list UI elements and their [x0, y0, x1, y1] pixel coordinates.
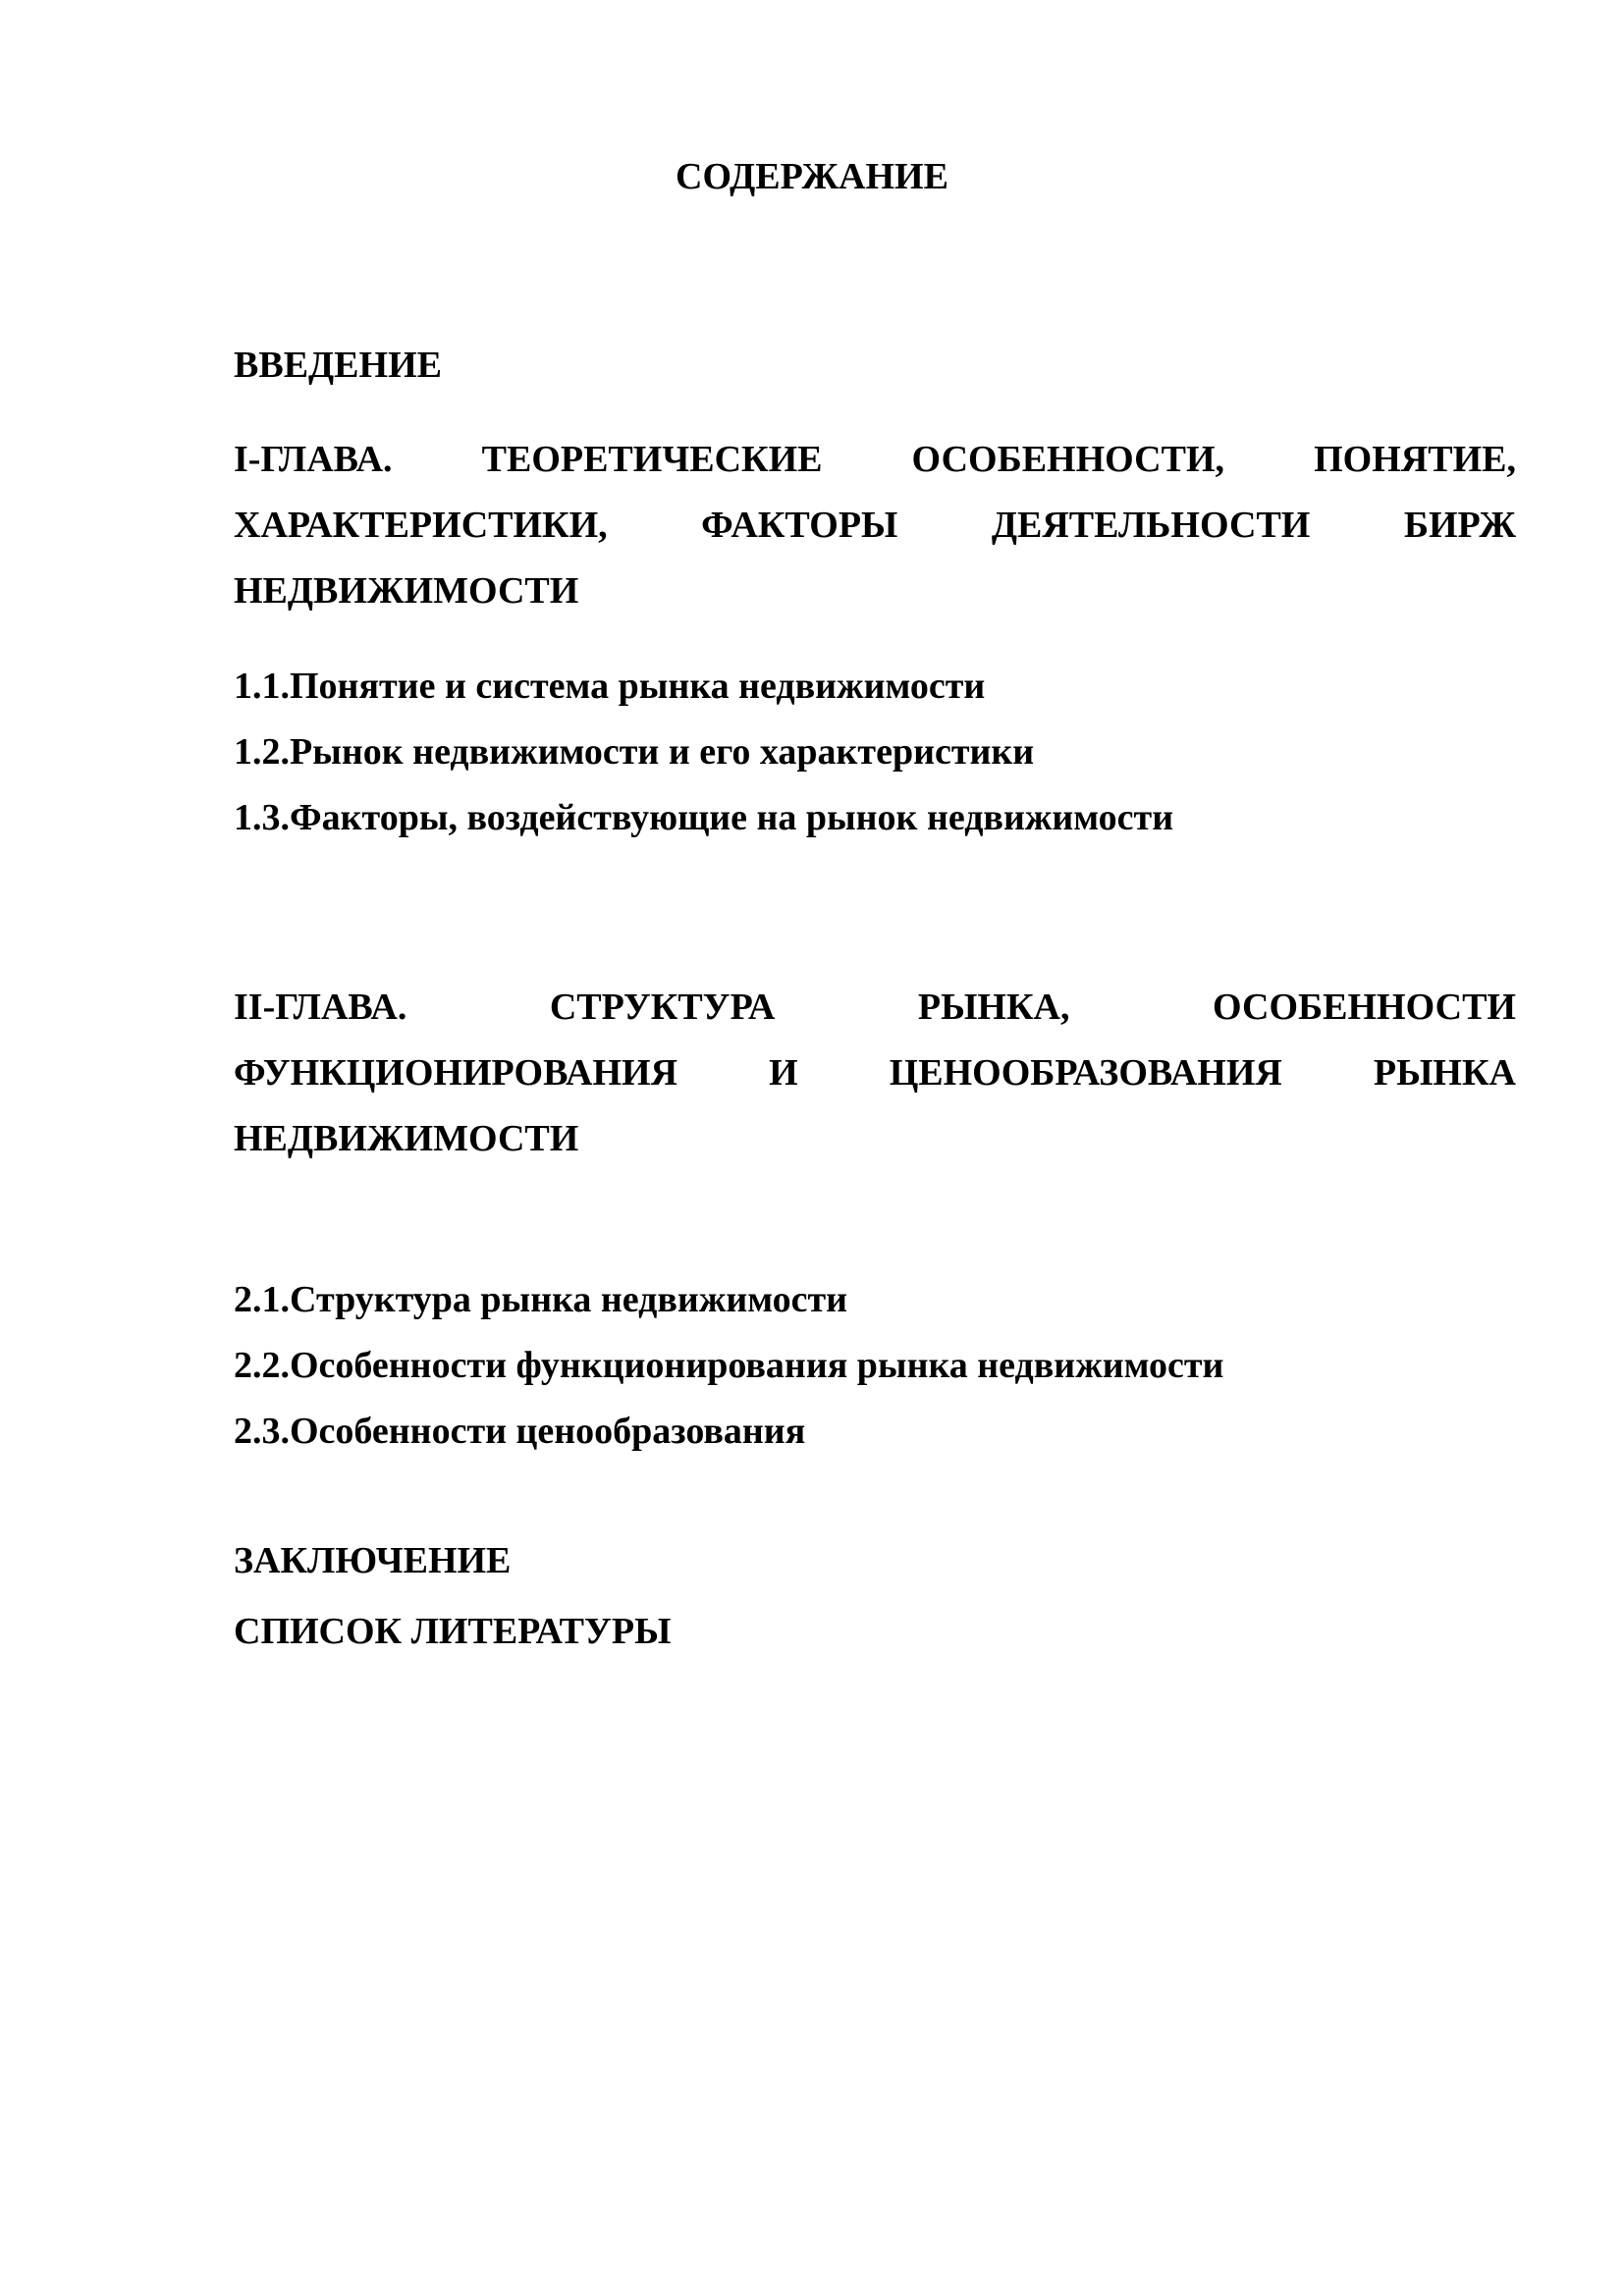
chapter1-heading-line1 — [234, 438, 1516, 481]
chapter2-word: РЫНКА, — [917, 987, 1070, 1028]
chapter2-heading-line2 — [234, 1051, 1516, 1095]
chapter1-word: ХАРАКТЕРИСТИКИ, — [234, 505, 608, 546]
toc-item-section-1-1: 1.1.Понятие и система рынка недвижимости — [234, 666, 986, 707]
chapter1-word: ОСОБЕННОСТИ, — [911, 439, 1225, 480]
chapter2-word: ОСОБЕННОСТИ — [1213, 987, 1516, 1028]
toc-item-section-1-2: 1.2.Рынок недвижимости и его характеристики — [234, 731, 1035, 773]
toc-item-section-2-2: 2.2.Особенности функционирования рынка недвижимости — [234, 1345, 1224, 1386]
toc-item-section-2-3: 2.3.Особенности ценообразования — [234, 1411, 806, 1452]
toc-item-section-1-3: 1.3.Факторы, воздействующие на рынок недвижимости — [234, 797, 1174, 838]
chapter2-word: СТРУКТУРА — [549, 987, 776, 1028]
chapter1-heading-line3: НЕДВИЖИМОСТИ — [234, 570, 579, 612]
chapter1-word: I-ГЛАВА. — [234, 439, 393, 480]
toc-item-references: СПИСОК ЛИТЕРАТУРЫ — [234, 1611, 672, 1652]
toc-item-conclusion: ЗАКЛЮЧЕНИЕ — [234, 1540, 512, 1581]
chapter1-word: ФАКТОРЫ — [701, 505, 898, 546]
chapter2-word: РЫНКА — [1373, 1052, 1516, 1094]
chapter1-word: БИРЖ — [1403, 505, 1516, 546]
chapter1-heading-line2 — [234, 504, 1516, 547]
chapter2-word: ЦЕНООБРАЗОВАНИЯ — [889, 1052, 1282, 1094]
chapter2-heading-line1 — [234, 986, 1516, 1029]
chapter1-word: ТЕОРЕТИЧЕСКИЕ — [481, 439, 823, 480]
toc-item-introduction: ВВЕДЕНИЕ — [234, 345, 442, 386]
chapter2-word: ФУНКЦИОНИРОВАНИЯ — [234, 1052, 678, 1094]
chapter1-word: ПОНЯТИЕ, — [1314, 439, 1516, 480]
chapter2-heading-line3: НЕДВИЖИМОСТИ — [234, 1118, 579, 1159]
toc-item-section-2-1: 2.1.Структура рынка недвижимости — [234, 1279, 848, 1320]
page-title: СОДЕРЖАНИЕ — [676, 156, 948, 197]
chapter1-word: ДЕЯТЕЛЬНОСТИ — [991, 505, 1311, 546]
chapter2-word: И — [769, 1052, 798, 1094]
chapter2-word: II-ГЛАВА. — [234, 987, 407, 1028]
